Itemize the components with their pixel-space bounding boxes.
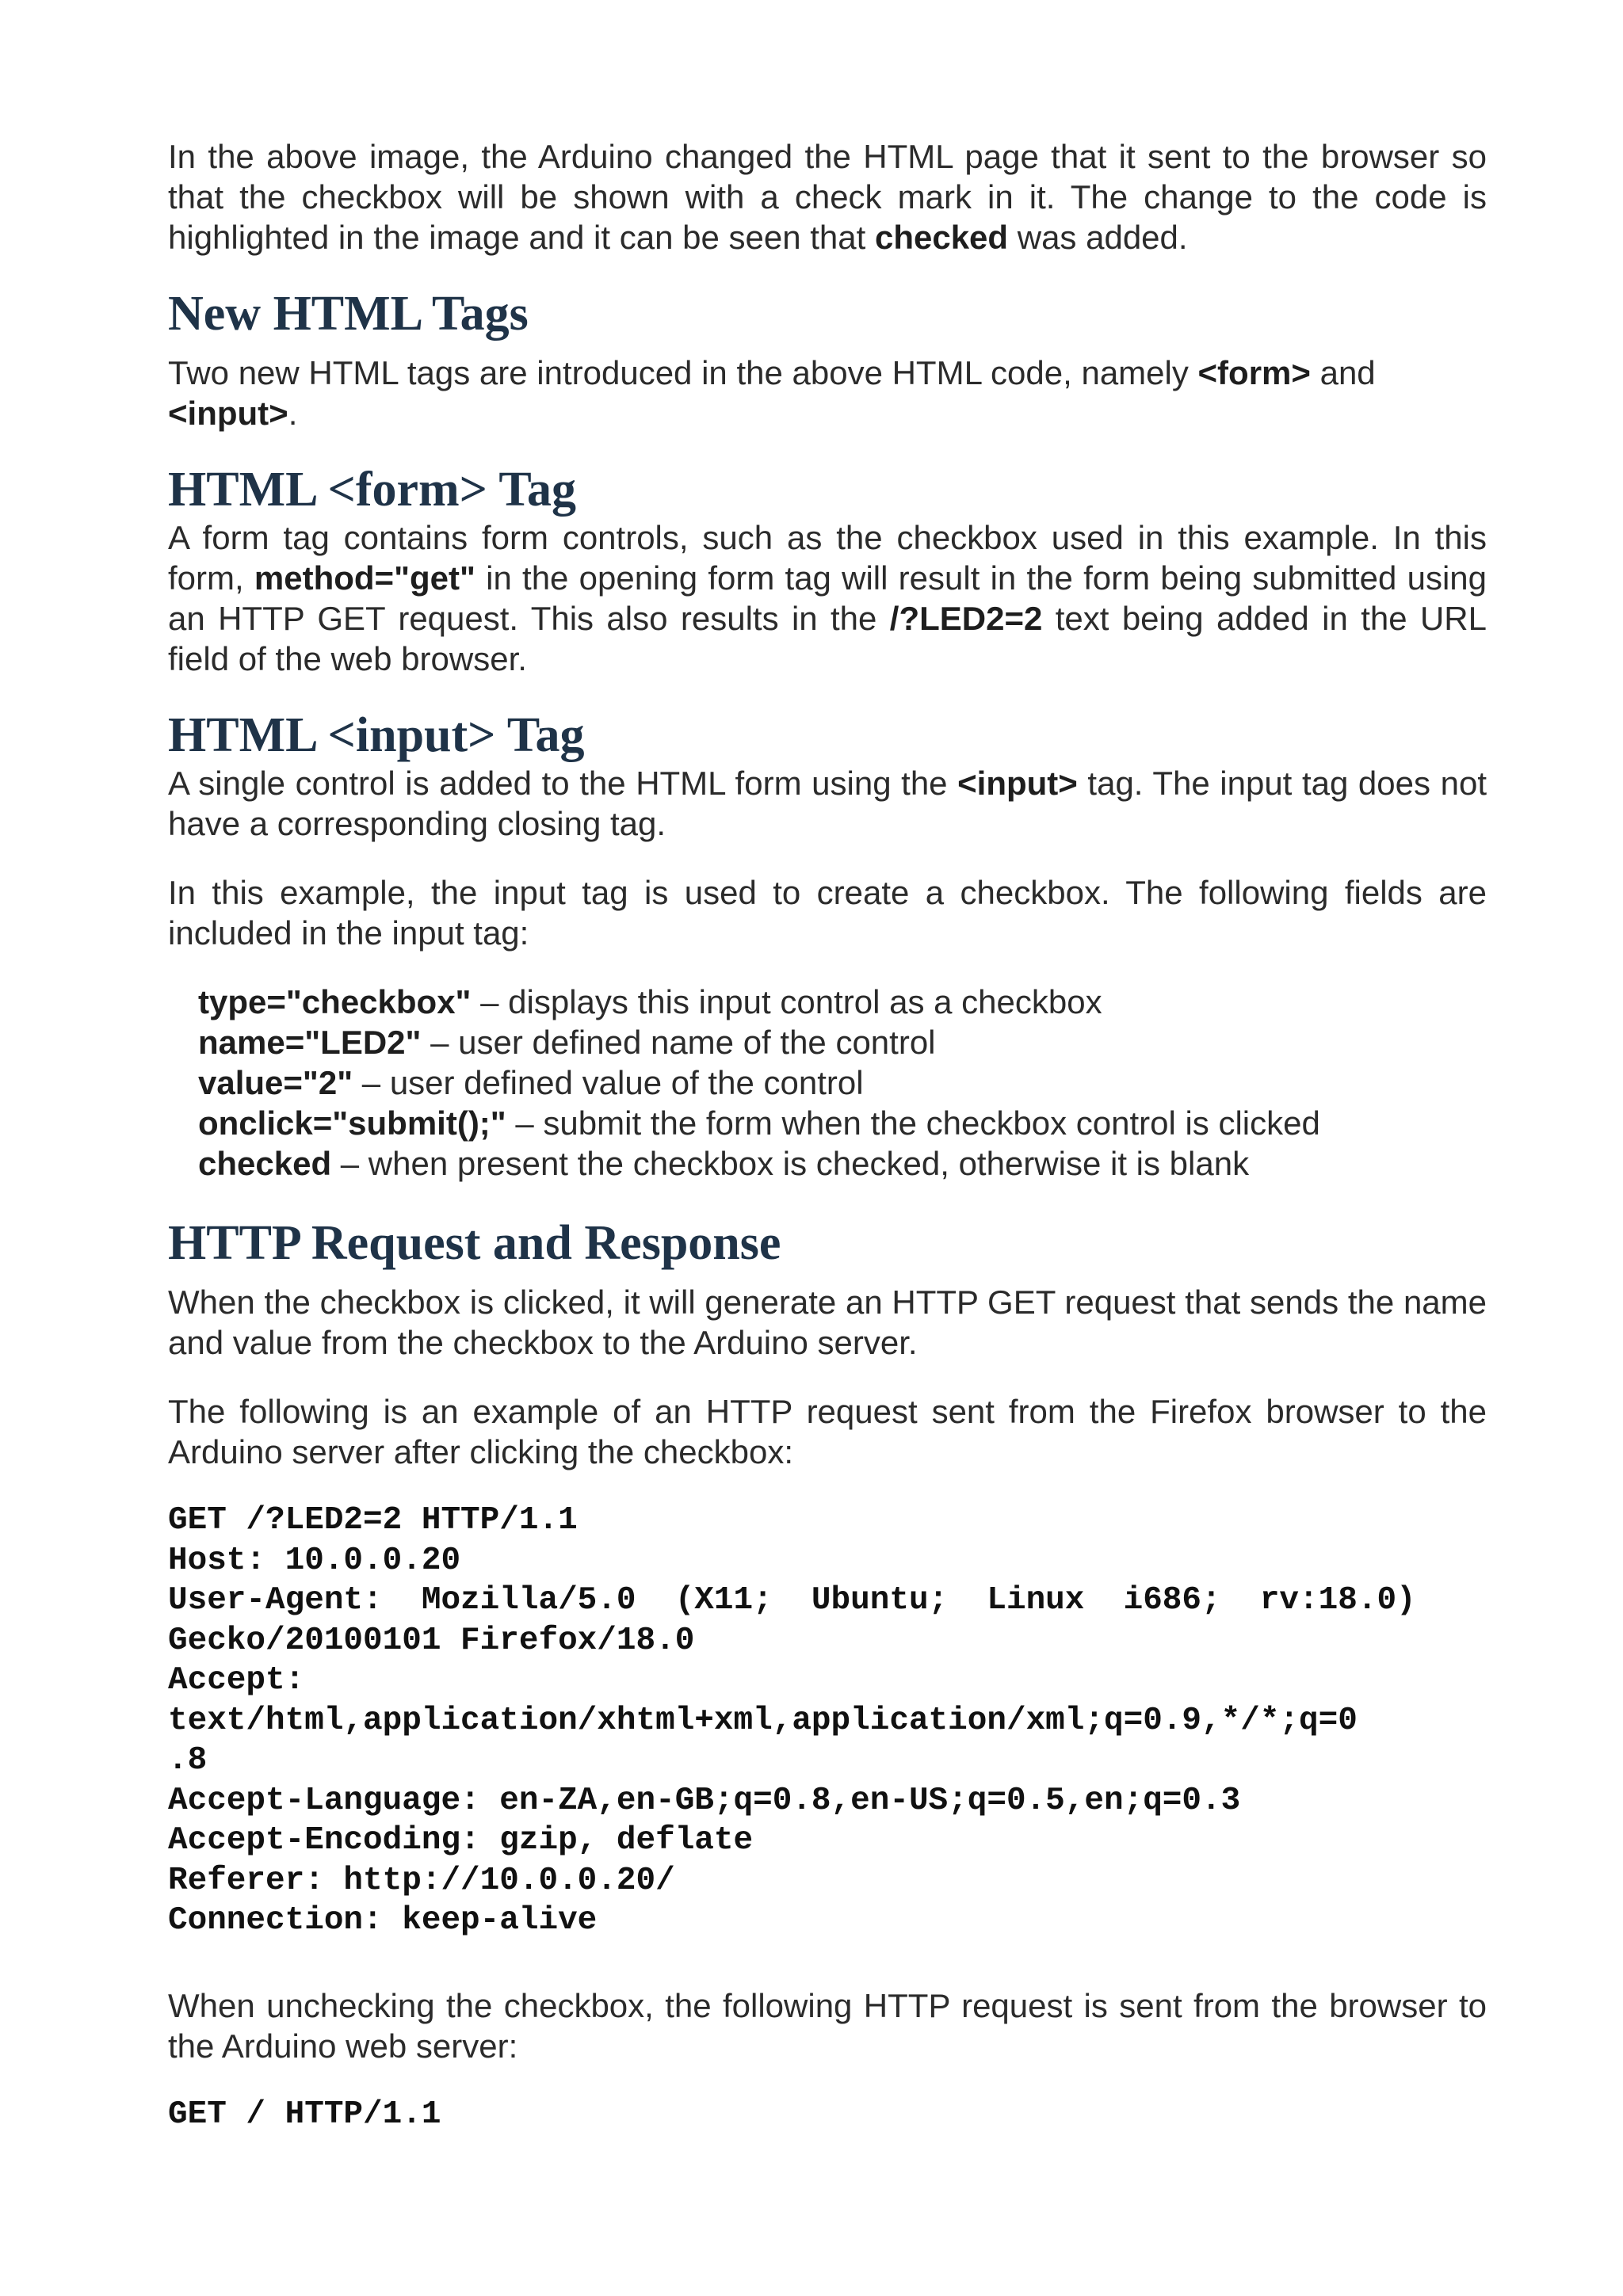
field-key: value="2" (198, 1064, 353, 1101)
field-item (198, 1062, 1487, 1103)
input-tag-bold: <input> (957, 765, 1078, 802)
field-key: name="LED2" (198, 1024, 422, 1061)
field-key: type="checkbox" (198, 983, 472, 1020)
field-key: checked (198, 1145, 332, 1182)
new-tags-and: and (1310, 354, 1376, 391)
code-line: Connection: keep-alive (168, 1902, 598, 1939)
new-tags-form: <form> (1197, 354, 1311, 391)
intro-bold-checked: checked (874, 219, 1009, 256)
field-desc: – user defined name of the control (421, 1024, 936, 1061)
input-tag-paragraph-1 (168, 763, 1487, 844)
field-item (198, 982, 1487, 1022)
code-line: Accept-Encoding: gzip, deflate (168, 1822, 754, 1859)
code-line: GET /?LED2=2 HTTP/1.1 (168, 1502, 578, 1539)
http-paragraph-3: When unchecking the checkbox, the following HTTP request is sent from the browser to the Arduino web server: (168, 1986, 1487, 2065)
code-line: User-Agent: Mozilla/5.0 (X11; Ubuntu; Linux i686; rv:18.0) (168, 1582, 1416, 1619)
intro-paragraph (168, 136, 1487, 257)
field-item (198, 1022, 1487, 1062)
heading-new-html-tags: New HTML Tags (168, 287, 529, 341)
code-line: Accept: (168, 1662, 305, 1699)
form-tag-text: A form tag contains form controls, such as the checkbox used in this example. In this form, (168, 519, 1487, 597)
intro-text-end: was added. (1008, 219, 1188, 256)
http-paragraph-2: The following is an example of an HTTP request sent from the Firefox browser to the Arduino server after clicking the checkbox: (168, 1393, 1487, 1470)
code-line: text/html,application/xhtml+xml,application/xml;q=0.9,*/*;q=0 (168, 1702, 1358, 1739)
new-tags-text: Two new HTML tags are introduced in the above HTML code, namely (168, 354, 1198, 391)
field-desc: – when present the checkbox is checked, otherwise it is blank (331, 1145, 1250, 1182)
input-tag-paragraph-2: In this example, the input tag is used to create a checkbox. The following fields are included in the input tag: (168, 874, 1487, 952)
new-tags-paragraph (168, 353, 1487, 433)
http-paragraph-1: When the checkbox is clicked, it will generate an HTTP GET request that sends the name and value from the checkbox to the Arduino server. (168, 1283, 1487, 1361)
heading-form-tag: HTML <form> Tag (168, 463, 577, 517)
code-line: Referer: http://10.0.0.20/ (168, 1862, 675, 1899)
code-line: .8 (168, 1742, 208, 1779)
field-desc: – submit the form when the checkbox control is clicked (506, 1104, 1320, 1142)
heading-http-request-response: HTTP Request and Response (168, 1216, 781, 1270)
document-page (168, 0, 1487, 2134)
form-tag-text-2: in the opening form tag will result in the form being submitted using an HTTP GET request. This also results in the (168, 559, 1487, 637)
intro-text: In the above image, the Arduino changed the HTML page that it sent to the browser so that the checkbox will be shown with a check mark in it. The change to the code is highlighted in the image and it can be seen that (168, 138, 1487, 256)
input-fields-list (198, 982, 1487, 1184)
field-desc: – user defined value of the control (353, 1064, 864, 1101)
form-tag-method: method="get" (254, 559, 475, 597)
http-request-code-block (168, 1501, 1487, 1941)
input-tag-text: A single control is added to the HTML form using the (168, 765, 958, 802)
new-tags-input: <input> (168, 395, 288, 432)
form-tag-paragraph (168, 517, 1487, 679)
code-line: GET / HTTP/1.1 (168, 2096, 441, 2133)
field-item (198, 1143, 1487, 1184)
http-request-code-block-2 (168, 2095, 1487, 2135)
code-line: Gecko/20100101 Firefox/18.0 (168, 1622, 695, 1659)
code-line: Accept-Language: en-ZA,en-GB;q=0.8,en-US;q=0.5,en;q=0.3 (168, 1782, 1241, 1819)
field-desc: – displays this input control as a checkbox (471, 983, 1102, 1020)
code-line: Host: 10.0.0.20 (168, 1542, 461, 1579)
new-tags-period: . (288, 395, 298, 432)
heading-input-tag: HTML <input> Tag (168, 708, 585, 762)
field-item (198, 1103, 1487, 1143)
form-tag-text-3: text being added in the URL field of the web browser. (168, 600, 1487, 677)
field-key: onclick="submit();" (198, 1104, 506, 1142)
input-tag-text-2: tag. The input tag does not have a corresponding closing tag. (168, 765, 1487, 842)
form-tag-url: /?LED2=2 (889, 600, 1043, 637)
